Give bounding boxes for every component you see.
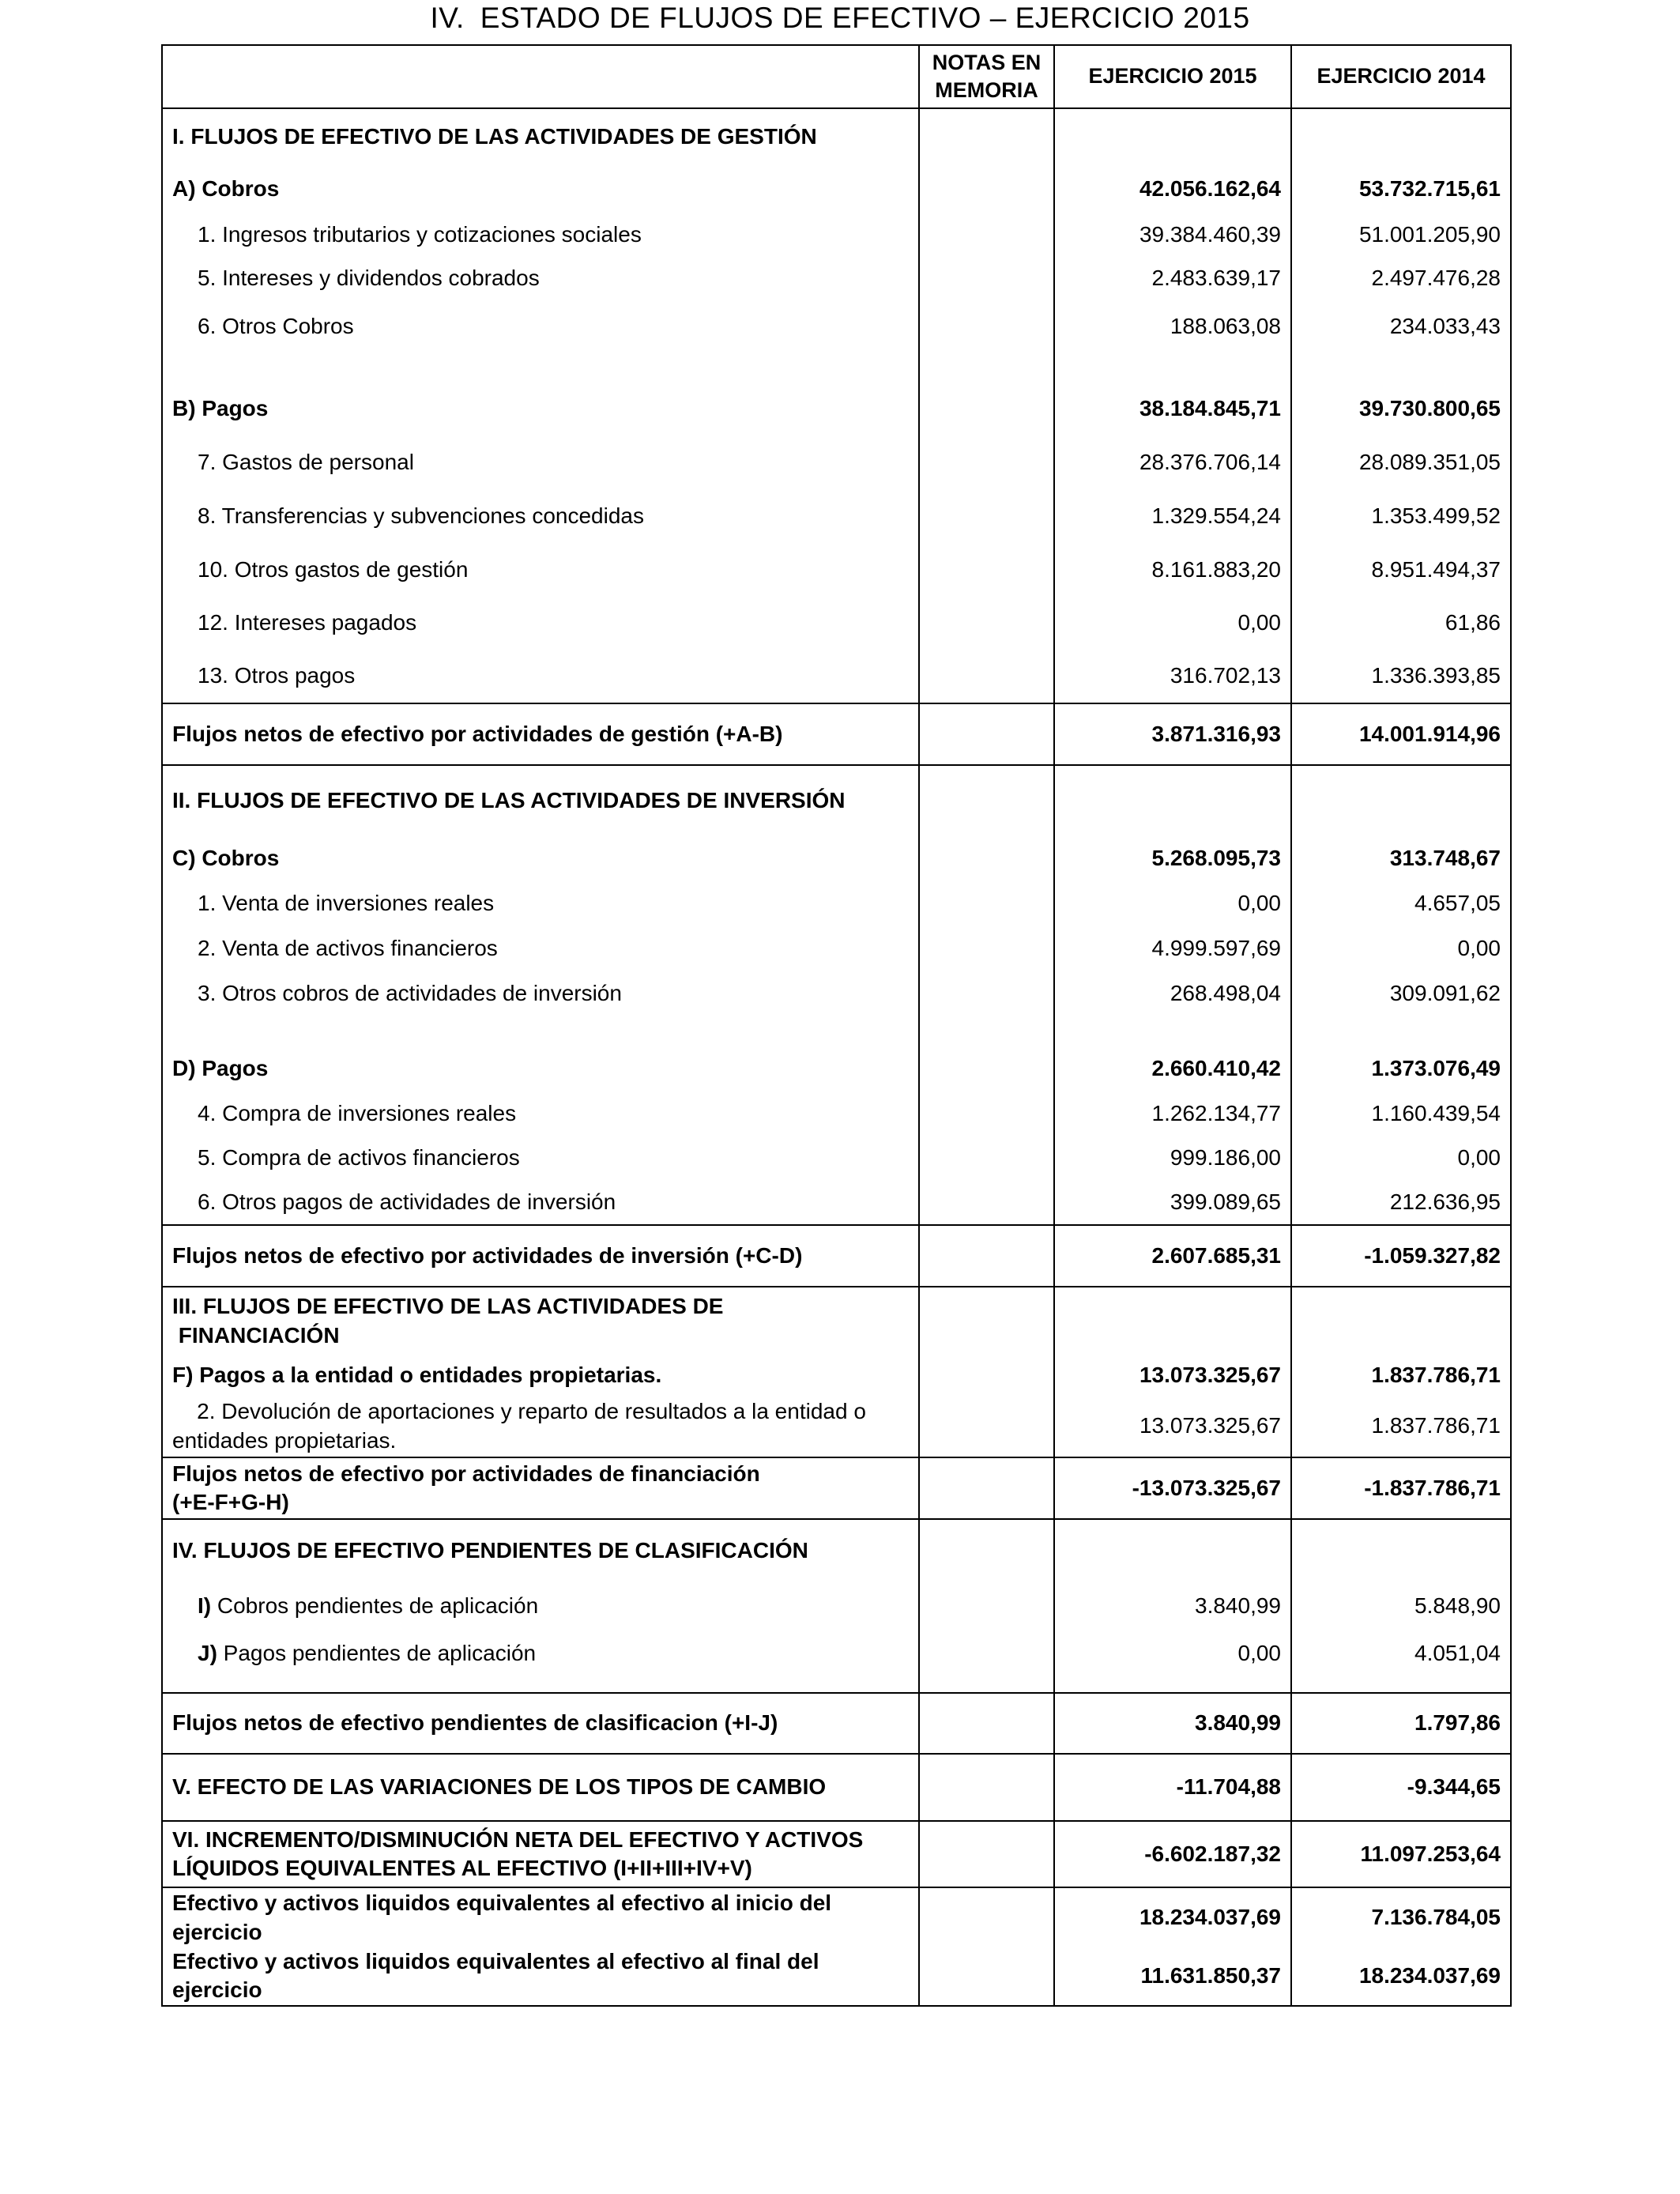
subtotal-row: Flujos netos de efectivo por actividades de gestión (+A-B) 3.871.316,93 14.001.914,96 — [162, 703, 1511, 765]
table-row: 12. Intereses pagados 0,00 61,86 — [162, 597, 1511, 650]
section-heading-inversion: II. FLUJOS DE EFECTIVO DE LAS ACTIVIDADES DE INVERSIÓN — [162, 765, 1511, 836]
table-row: J) Pagos pendientes de aplicación 0,00 4.051,04 — [162, 1630, 1511, 1677]
spacer-row — [162, 353, 1511, 381]
table-row: 4. Compra de inversiones reales 1.262.134,77 1.160.439,54 — [162, 1091, 1511, 1136]
table-row: 13. Otros pagos 316.702,13 1.336.393,85 — [162, 650, 1511, 703]
spacer-row — [162, 1677, 1511, 1693]
section-heading-gestion: I. FLUJOS DE EFECTIVO DE LAS ACTIVIDADES DE GESTIÓN — [162, 108, 1511, 165]
table-row: 10. Otros gastos de gestión 8.161.883,20 8.951.494,37 — [162, 543, 1511, 597]
section-heading-incremento: VI. INCREMENTO/DISMINUCIÓN NETA DEL EFECTIVO Y ACTIVOS LÍQUIDOS EQUIVALENTES AL EFECTIVO (I+II+III+IV+V) -6.602.187,32 11.097.253,64 — [162, 1821, 1511, 1887]
table-row: 8. Transferencias y subvenciones concedidas 1.329.554,24 1.353.499,52 — [162, 489, 1511, 543]
table-row: 7. Gastos de personal 28.376.706,14 28.089.351,05 — [162, 436, 1511, 489]
table-header-row — [162, 45, 1511, 108]
table-row: D) Pagos 2.660.410,42 1.373.076,49 — [162, 1046, 1511, 1091]
cash-flow-table — [161, 44, 1512, 2007]
header-year-2015: EJERCICIO 2015 — [1054, 45, 1291, 108]
table-row: C) Cobros 5.268.095,73 313.748,67 — [162, 836, 1511, 881]
table-row: 2. Devolución de aportaciones y reparto de resultados a la entidad o entidades propietarias. 13.073.325,67 1.837.786,71 — [162, 1396, 1511, 1457]
header-notes: NOTAS EN MEMORIA — [919, 45, 1054, 108]
table-row: 5. Intereses y dividendos cobrados 2.483.639,17 2.497.476,28 — [162, 256, 1511, 300]
document-title — [0, 2, 1680, 35]
section-heading-financiacion: III. FLUJOS DE EFECTIVO DE LAS ACTIVIDADES DE FINANCIACIÓN — [162, 1287, 1511, 1355]
spacer-row — [162, 1016, 1511, 1046]
table-row: 1. Ingresos tributarios y cotizaciones sociales 39.384.460,39 51.001.205,90 — [162, 213, 1511, 256]
table-row: 6. Otros pagos de actividades de inversión 399.089,65 212.636,95 — [162, 1181, 1511, 1225]
title-text: ESTADO DE FLUJOS DE EFECTIVO – EJERCICIO 2015 — [480, 2, 1250, 34]
header-year-2014: EJERCICIO 2014 — [1291, 45, 1511, 108]
table-row: 2. Venta de activos financieros 4.999.597,69 0,00 — [162, 926, 1511, 971]
section-heading-pendientes: IV. FLUJOS DE EFECTIVO PENDIENTES DE CLASIFICACIÓN — [162, 1519, 1511, 1582]
subtotal-row: Flujos netos de efectivo por actividades de financiación (+E-F+G-H) -13.073.325,67 -1.837.786,71 — [162, 1457, 1511, 1519]
table-row: 1. Venta de inversiones reales 0,00 4.657,05 — [162, 881, 1511, 926]
subtotal-row: Flujos netos de efectivo pendientes de clasificacion (+I-J) 3.840,99 1.797,86 — [162, 1693, 1511, 1754]
table-row: 6. Otros Cobros 188.063,08 234.033,43 — [162, 300, 1511, 353]
subtotal-row: Flujos netos de efectivo por actividades de inversión (+C-D) 2.607.685,31 -1.059.327,82 — [162, 1225, 1511, 1287]
table-row: 5. Compra de activos financieros 999.186,00 0,00 — [162, 1136, 1511, 1181]
title-number: IV. — [430, 2, 465, 34]
section-heading-tipos-cambio: V. EFECTO DE LAS VARIACIONES DE LOS TIPOS DE CAMBIO -11.704,88 -9.344,65 — [162, 1754, 1511, 1821]
header-concept — [162, 45, 919, 108]
table-row: 3. Otros cobros de actividades de inversión 268.498,04 309.091,62 — [162, 971, 1511, 1016]
table-row: Efectivo y activos liquidos equivalentes al efectivo al final del ejercicio 11.631.850,37 18.234.037,69 — [162, 1947, 1511, 2006]
table-row: F) Pagos a la entidad o entidades propietarias. 13.073.325,67 1.837.786,71 — [162, 1355, 1511, 1396]
table-row: I) Cobros pendientes de aplicación 3.840,99 5.848,90 — [162, 1582, 1511, 1630]
table-row: B) Pagos 38.184.845,71 39.730.800,65 — [162, 381, 1511, 436]
table-row: Efectivo y activos liquidos equivalentes al efectivo al inicio del ejercicio 18.234.037,69 7.136.784,05 — [162, 1887, 1511, 1947]
table-row: A) Cobros 42.056.162,64 53.732.715,61 — [162, 165, 1511, 213]
